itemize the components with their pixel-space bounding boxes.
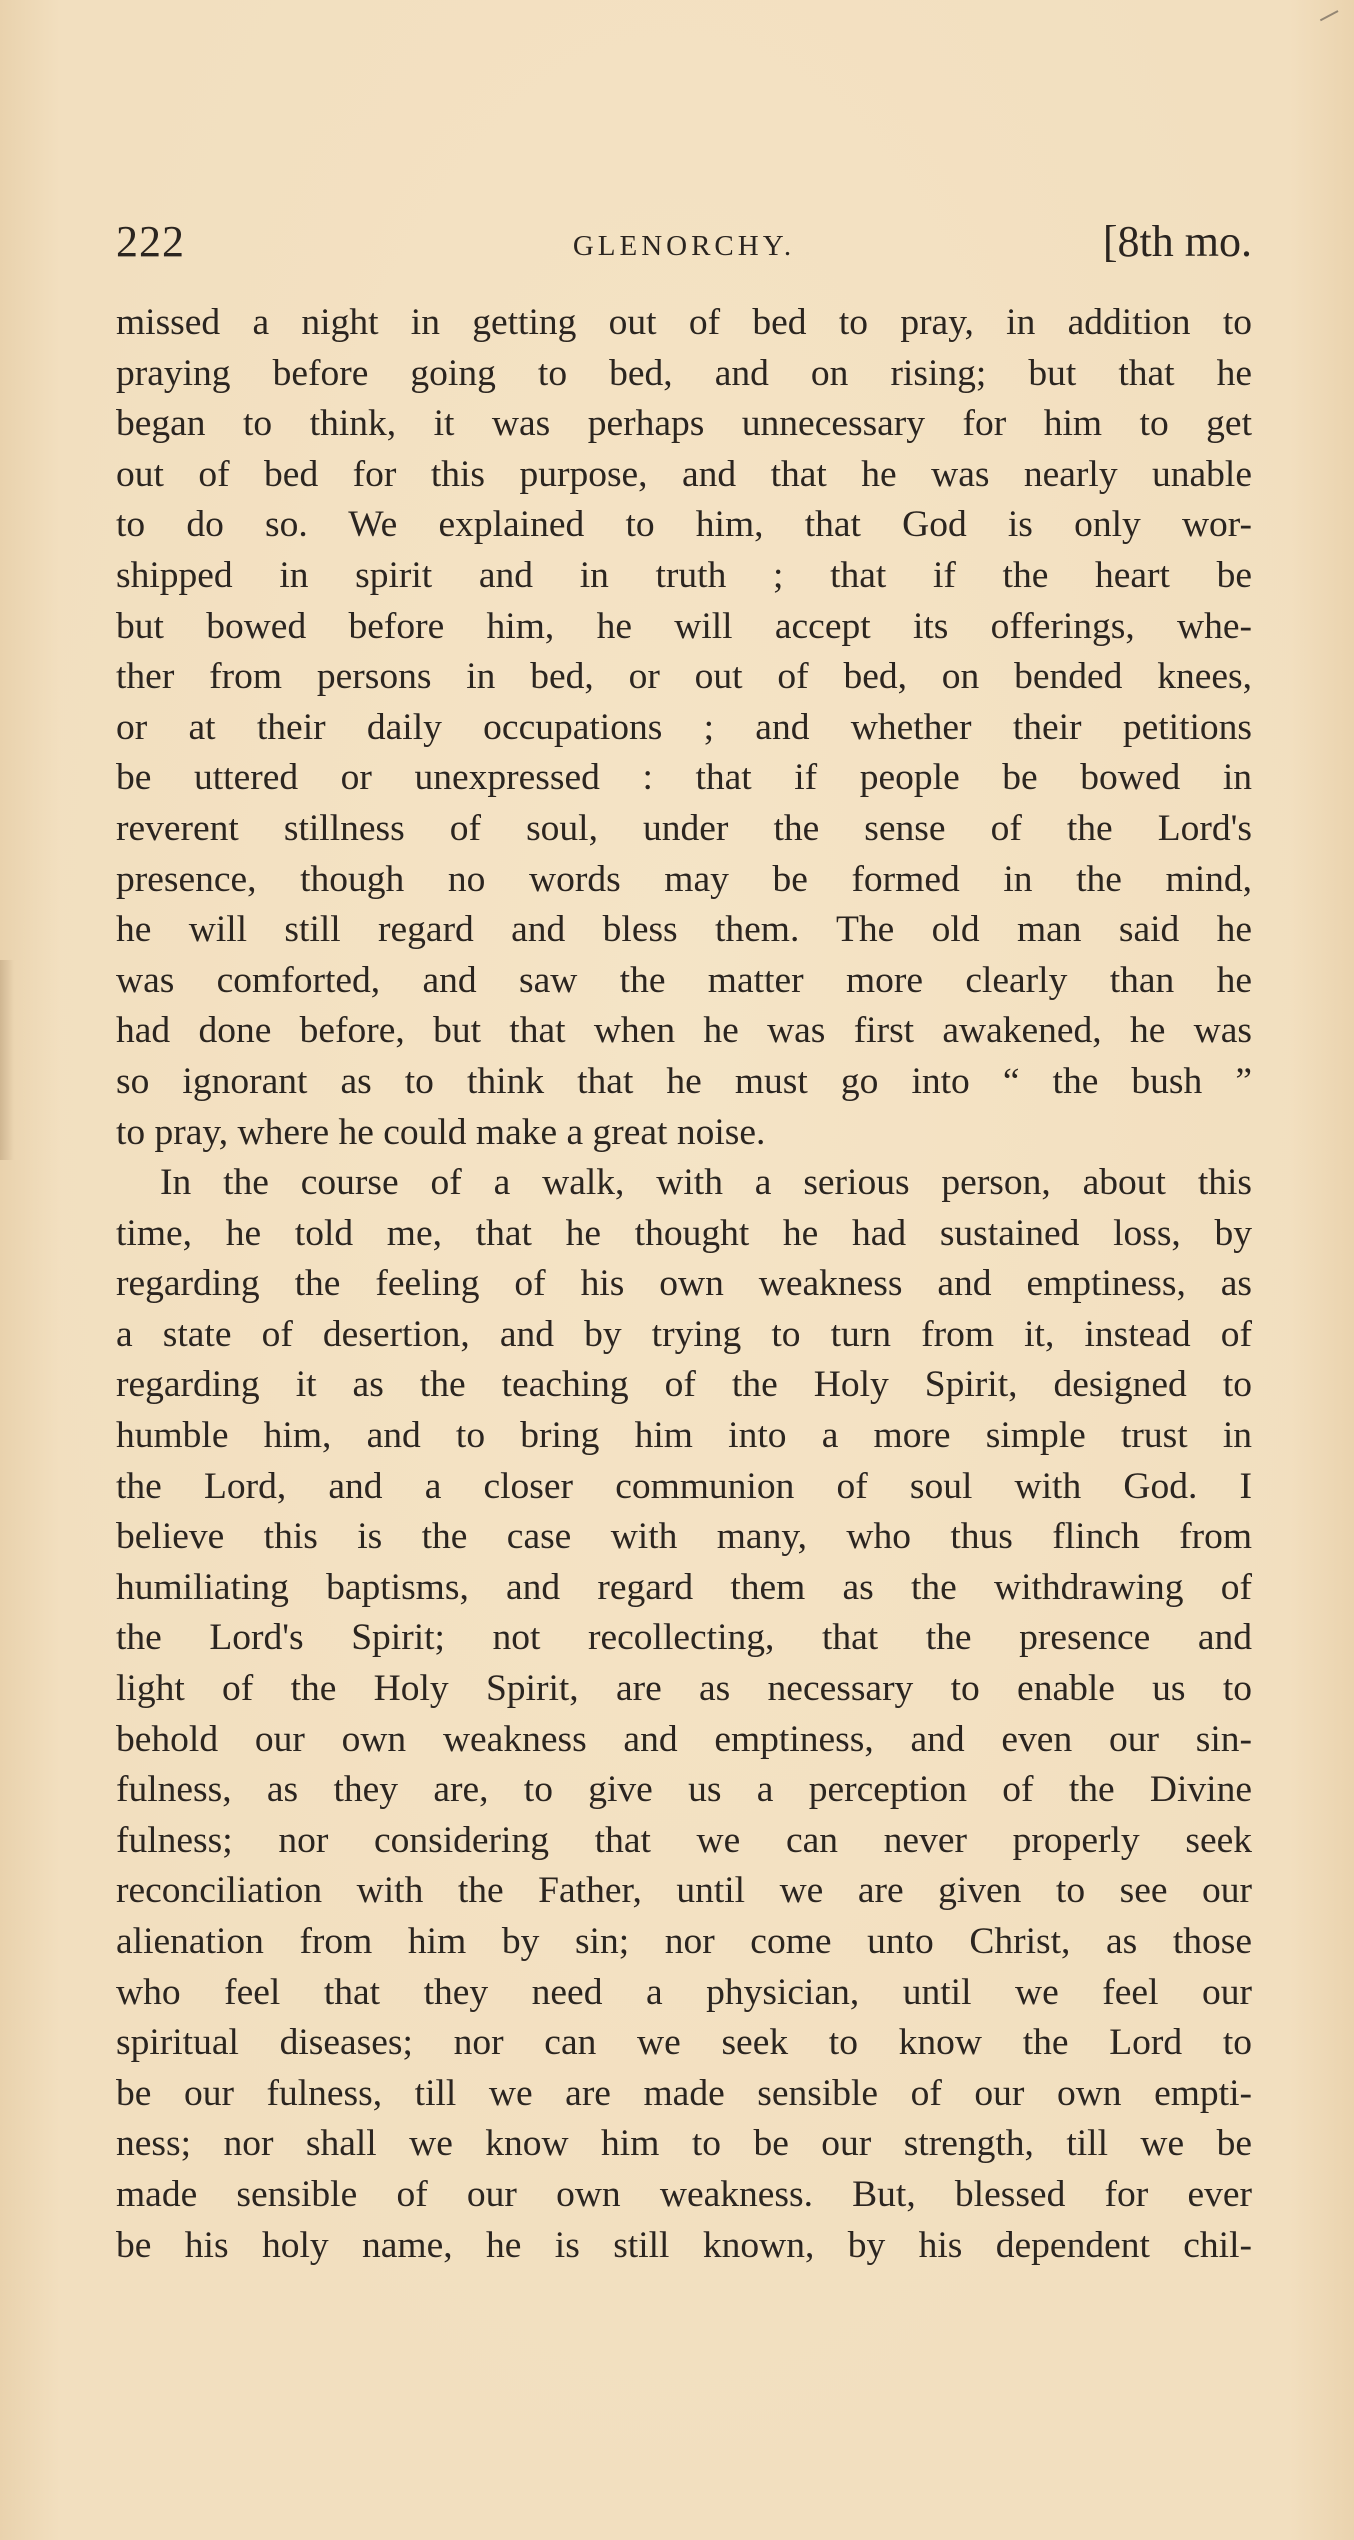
text-line: behold our own weakness and emptiness, and even our sin- xyxy=(116,1718,1252,1760)
text-line: fulness, as they are, to give us a perception of the Divine xyxy=(116,1769,1252,1811)
text-line: regarding it as the teaching of the Holy Spirit, designed to xyxy=(116,1364,1252,1406)
text-line: he will still regard and bless them. The old man said he xyxy=(116,909,1252,951)
running-header xyxy=(116,210,1252,276)
text-line: reverent stillness of soul, under the sense of the Lord's xyxy=(116,807,1252,849)
text-line: time, he told me, that he thought he had sustained loss, by xyxy=(116,1212,1252,1254)
text-line: praying before going to bed, and on rising; but that he xyxy=(116,352,1252,394)
text-line: to pray, where he could make a great noise. xyxy=(116,1111,766,1153)
text-line: had done before, but that when he was first awakened, he was xyxy=(116,1010,1252,1052)
pencil-mark xyxy=(1320,10,1344,32)
text-line: ther from persons in bed, or out of bed, on bended knees, xyxy=(116,656,1252,698)
page-number: 222 xyxy=(116,217,185,266)
text-line: the Lord, and a closer communion of soul with God. I xyxy=(116,1465,1252,1507)
text-line: the Lord's Spirit; not recollecting, that the presence and xyxy=(116,1617,1252,1659)
text-line: regarding the feeling of his own weakness and emptiness, as xyxy=(116,1263,1252,1305)
text-line: was comforted, and saw the matter more clearly than he xyxy=(116,959,1252,1001)
text-line: alienation from him by sin; nor come unto Christ, as those xyxy=(116,1921,1252,1962)
text-line: who feel that they need a physician, until we feel our xyxy=(116,1971,1252,2013)
text-line: missed a night in getting out of bed to pray, in addition to xyxy=(116,302,1252,343)
section-mark: [8th mo. xyxy=(1102,217,1252,266)
text-line: humiliating baptisms, and regard them as the withdrawing of xyxy=(116,1566,1252,1608)
text-line: shipped in spirit and in truth ; that if the heart be xyxy=(116,554,1252,596)
text-line: out of bed for this purpose, and that he was nearly unable xyxy=(116,453,1252,495)
text-line: be our fulness, till we are made sensible of our own empti- xyxy=(116,2072,1252,2114)
text-line: reconciliation with the Father, until we are given to see our xyxy=(116,1870,1252,1912)
text-line: light of the Holy Spirit, are as necessary to enable us to xyxy=(116,1668,1252,1710)
text-line: a state of desertion, and by trying to turn from it, instead of xyxy=(116,1313,1252,1355)
paragraph-first-line: In the course of a walk, with a serious person, about this xyxy=(160,1162,1252,1204)
text-line: believe this is the case with many, who thus flinch from xyxy=(116,1516,1252,1558)
text-line: be his holy name, he is still known, by his dependent chil- xyxy=(116,2224,1252,2266)
text-line: to do so. We explained to him, that God is only wor- xyxy=(116,504,1252,546)
running-title: GLENORCHY. xyxy=(572,230,796,262)
text-line: presence, though no words may be formed in the mind, xyxy=(116,858,1252,900)
text-line: fulness; nor considering that we can never properly seek xyxy=(116,1819,1252,1861)
text-line: made sensible of our own weakness. But, blessed for ever xyxy=(116,2173,1252,2215)
text-line: began to think, it was perhaps unnecessary for him to get xyxy=(116,403,1252,445)
text-line: ness; nor shall we know him to be our strength, till we be xyxy=(116,2123,1252,2165)
text-line: or at their daily occupations ; and whether their petitions xyxy=(116,706,1252,748)
text-line: spiritual diseases; nor can we seek to know the Lord to xyxy=(116,2022,1252,2064)
text-line: be uttered or unexpressed : that if people be bowed in xyxy=(116,757,1252,799)
text-line: but bowed before him, he will accept its offerings, whe- xyxy=(116,605,1252,647)
text-line: humble him, and to bring him into a more simple trust in xyxy=(116,1415,1252,1457)
body-text xyxy=(116,298,1252,2271)
text-line: so ignorant as to think that he must go into “ the bush ” xyxy=(116,1060,1252,1102)
binding-shadow xyxy=(0,960,14,1160)
